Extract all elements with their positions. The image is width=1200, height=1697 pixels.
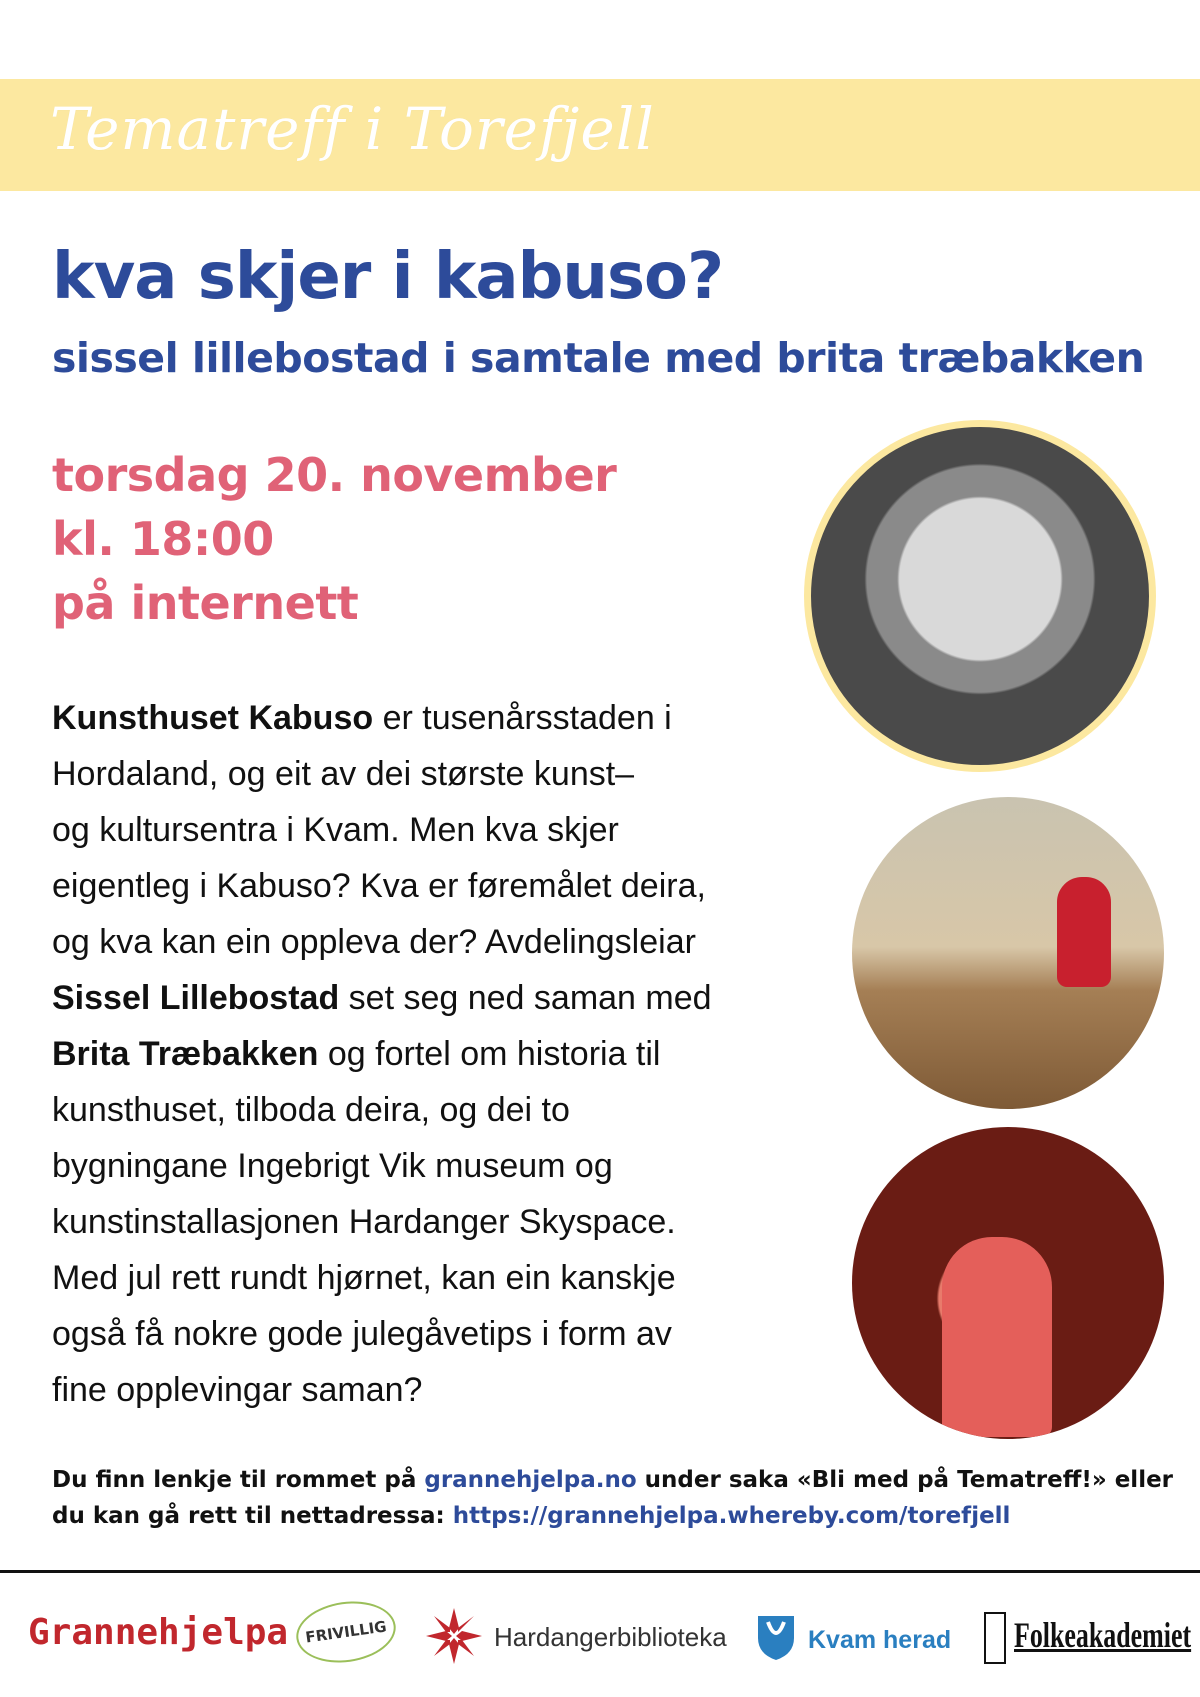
hardanger-biblioteka-logo: Hardangerbiblioteka	[494, 1622, 727, 1652]
header-banner	[0, 79, 1200, 191]
body-line: kunstinstallasjonen Hardanger Skyspace.	[52, 1203, 676, 1241]
bold-name: Kunsthuset Kabuso	[52, 699, 374, 737]
violinist-figure	[942, 1237, 1052, 1437]
body-line: Hordaland, og eit av dei største kunst–	[52, 755, 635, 793]
footer-divider	[0, 1570, 1200, 1573]
sponsor-logos	[0, 1600, 1200, 1680]
body-text: er tusenårsstaden i	[373, 699, 672, 737]
bold-name: Brita Træbakken	[52, 1035, 319, 1073]
event-time: kl. 18:00	[52, 512, 274, 566]
info-line	[52, 1462, 1182, 1498]
info-text: Du finn lenkje til rommet på	[52, 1467, 425, 1493]
portrait-photo	[804, 420, 1156, 772]
body-line: Med jul rett rundt hjørnet, kan ein kanskje	[52, 1259, 676, 1297]
grannehjelpa-logo: Grannehjelpa	[28, 1612, 289, 1653]
gallery-photo	[852, 797, 1164, 1109]
whereby-link[interactable]: https://grannehjelpa.whereby.com/torefjell	[452, 1503, 1011, 1529]
banner-title: Tematreff i Torefjell	[50, 95, 655, 163]
page-title: kva skjer i kabuso?	[52, 240, 724, 314]
frivillig-logo: FRIVILLIG	[292, 1595, 399, 1668]
info-text: under saka «Bli med på Tematreff!» eller	[636, 1467, 1174, 1493]
info-text: du kan gå rett til nettadressa:	[52, 1503, 453, 1529]
body-line	[52, 970, 852, 1026]
body-paragraph	[52, 690, 852, 1418]
kvam-shield-icon	[756, 1614, 796, 1662]
folkeakademiet-key-icon	[984, 1612, 1006, 1664]
info-line	[52, 1498, 1182, 1534]
body-line	[52, 1026, 852, 1082]
body-line: eigentleg i Kabuso? Kva er føremålet deira,	[52, 867, 706, 905]
body-line: kunsthuset, tilboda deira, og dei to	[52, 1091, 570, 1129]
body-line: også få nokre gode julegåvetips i form av	[52, 1315, 672, 1353]
folkeakademiet-logo: Folkeakademiet	[1014, 1615, 1192, 1655]
body-line: og kultursentra i Kvam. Men kva skjer	[52, 811, 619, 849]
event-date: torsdag 20. november	[52, 448, 617, 502]
kvam-herad-logo: Kvam herad	[808, 1626, 952, 1654]
musician-photo	[852, 1127, 1164, 1439]
body-text: og fortel om historia til	[318, 1035, 661, 1073]
body-line: bygningane Ingebrigt Vik museum og	[52, 1147, 613, 1185]
body-text: set seg ned saman med	[339, 979, 712, 1017]
visitor-figure	[1057, 877, 1111, 987]
page-subtitle: sissel lillebostad i samtale med brita træbakken	[52, 334, 1145, 382]
body-line	[52, 690, 852, 746]
hardanger-star-icon	[424, 1606, 484, 1666]
access-info	[52, 1462, 1182, 1534]
body-line: og kva kan ein oppleva der? Avdelingsleiar	[52, 923, 696, 961]
body-line: fine opplevingar saman?	[52, 1371, 423, 1409]
bold-name: Sissel Lillebostad	[52, 979, 340, 1017]
grannehjelpa-link[interactable]: grannehjelpa.no	[424, 1467, 637, 1493]
event-place: på internett	[52, 576, 359, 630]
